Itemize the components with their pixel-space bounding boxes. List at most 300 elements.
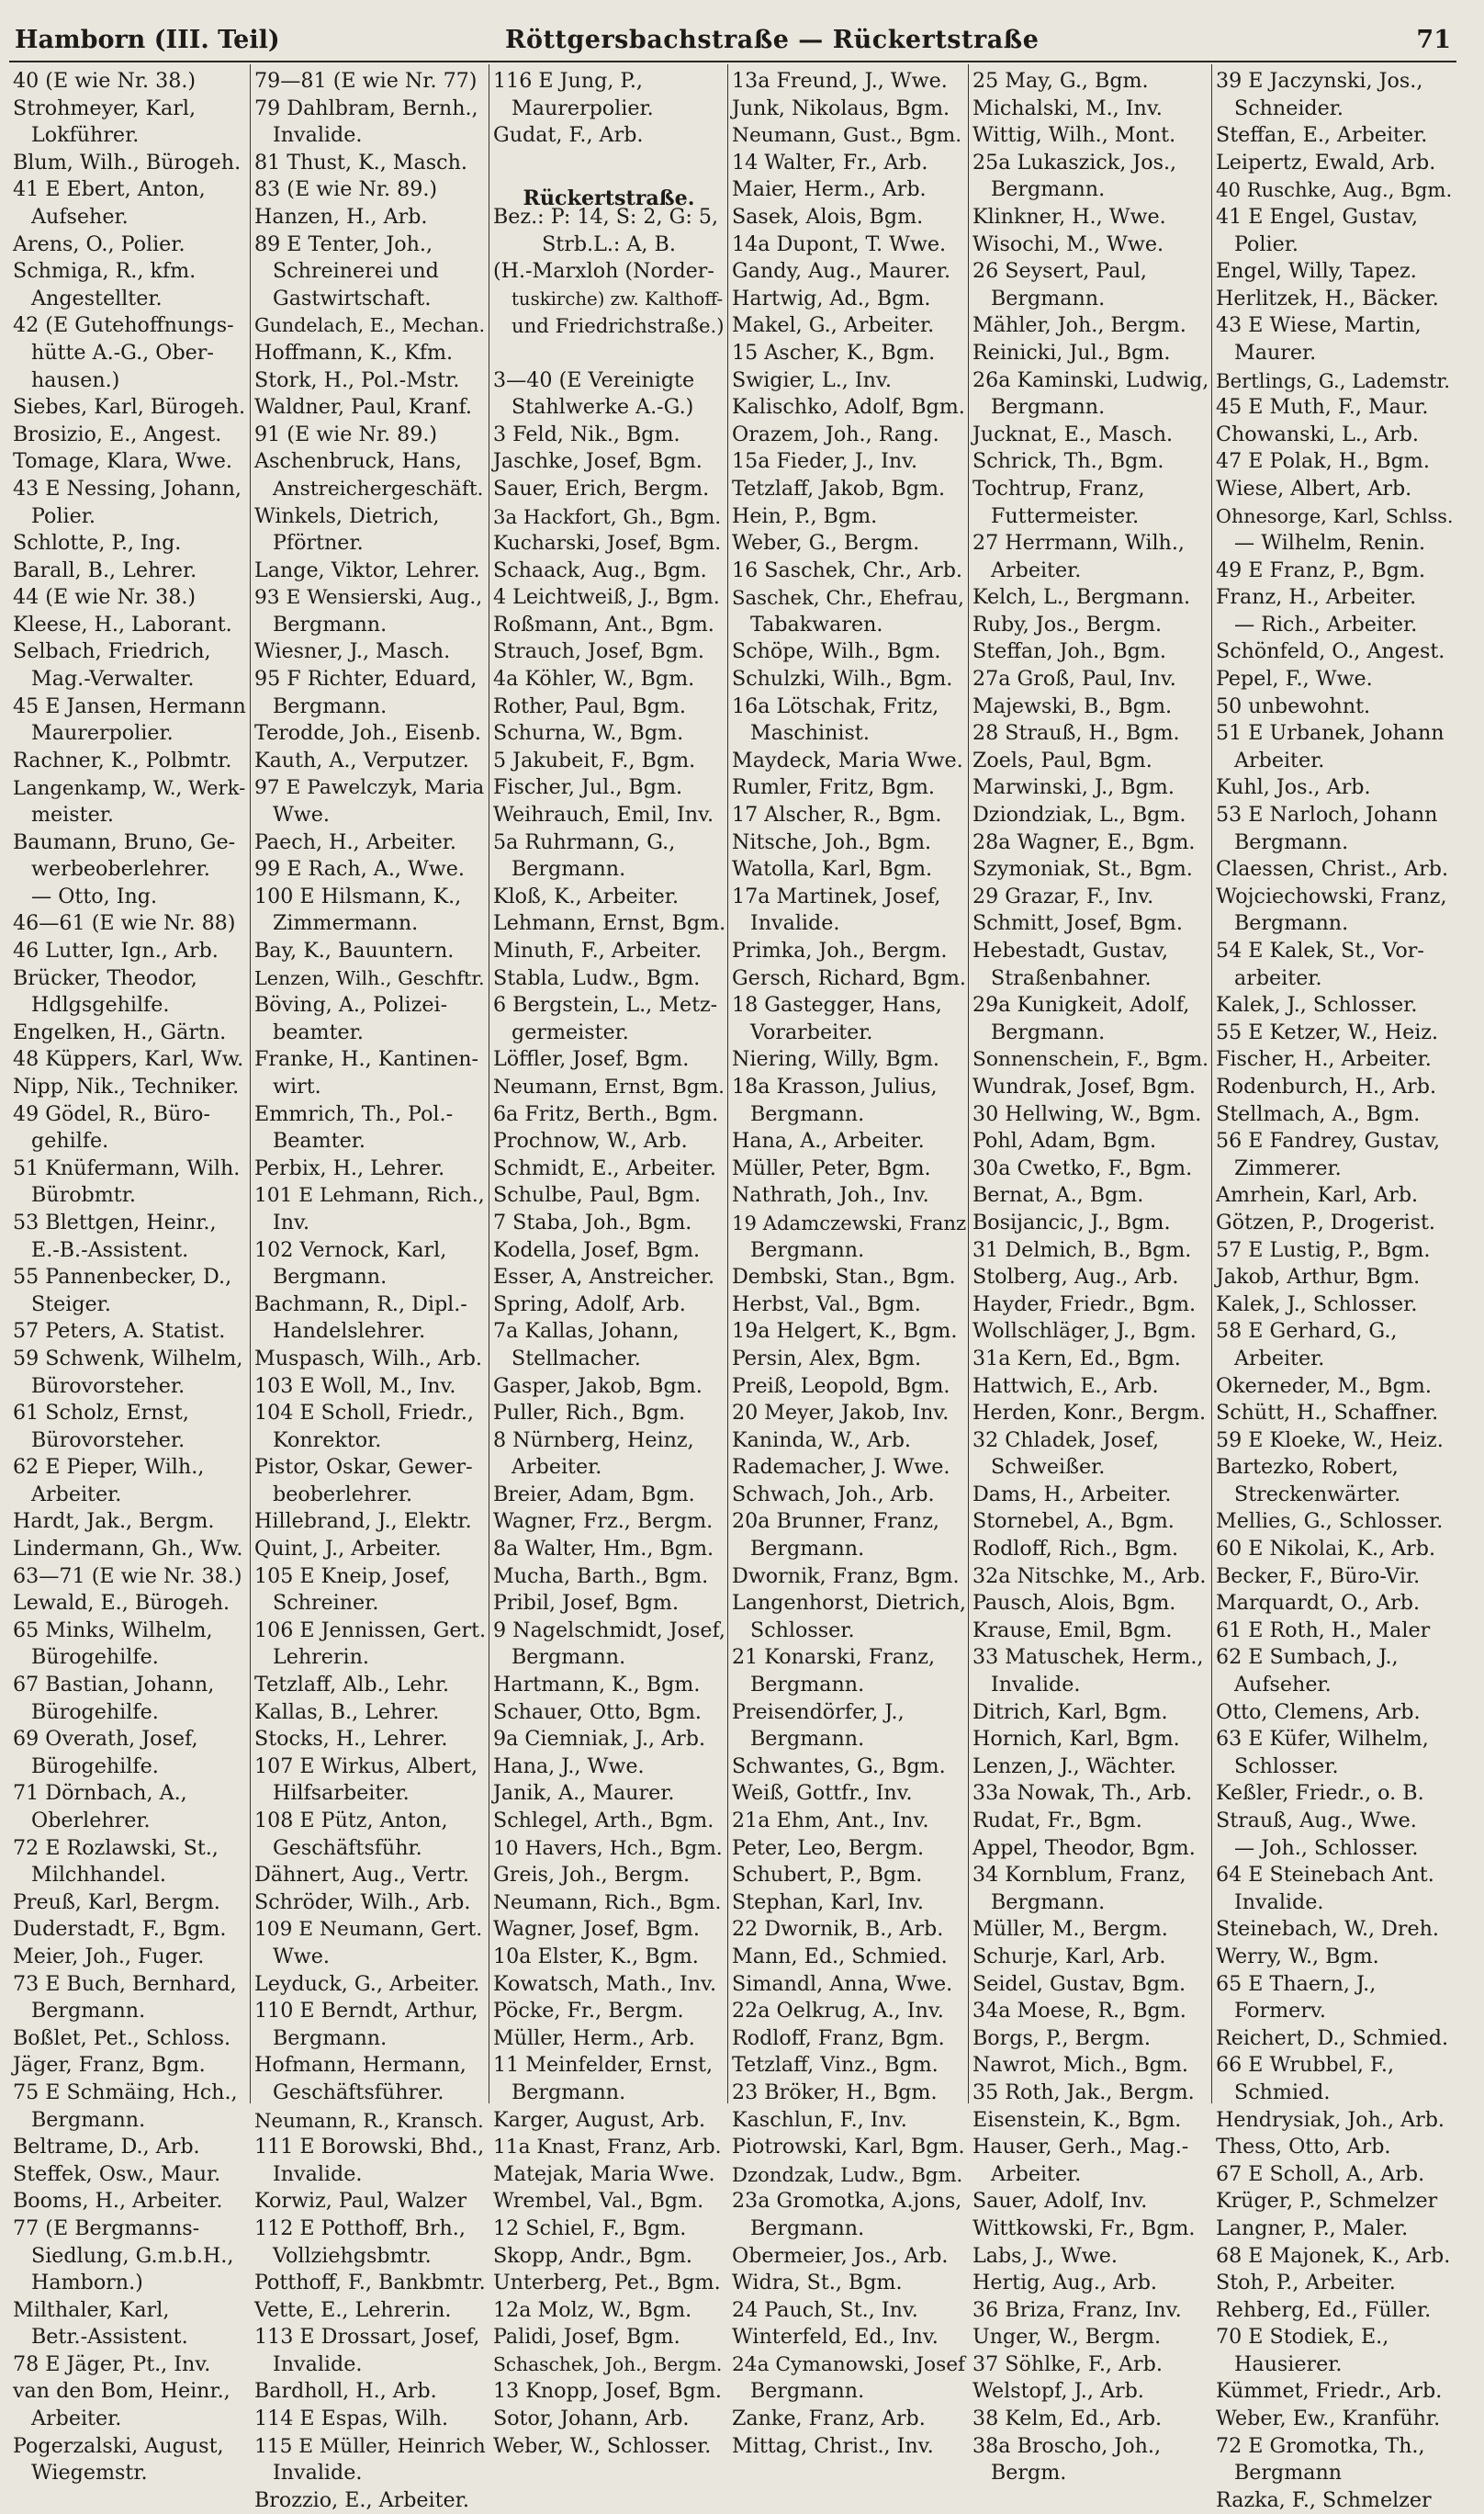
- directory-line: 105 E Kneip, Josef,: [254, 1563, 451, 1588]
- directory-line: Schlosser.: [750, 1618, 855, 1642]
- directory-line: Schmiga, R., kfm.: [13, 259, 197, 284]
- directory-line: 45 E Muth, F., Maur.: [1216, 395, 1429, 420]
- directory-line: Wiesner, J., Masch.: [254, 639, 451, 664]
- directory-line: — Otto, Ing.: [31, 884, 158, 908]
- directory-line: Kloß, K., Arbeiter.: [493, 884, 680, 908]
- directory-line: 24 Pauch, St., Inv.: [732, 2297, 918, 2322]
- directory-line: Kallas, B., Lehrer.: [254, 1699, 440, 1724]
- directory-line: beamter.: [273, 1020, 364, 1044]
- directory-line: Betr.-Assistent.: [31, 2325, 188, 2350]
- directory-line: Marwinski, J., Bgm.: [972, 775, 1175, 800]
- directory-line: wirt.: [273, 1074, 321, 1099]
- directory-line: Rother, Paul, Bgm.: [493, 693, 686, 718]
- directory-line: Gasper, Jakob, Bgm.: [493, 1373, 703, 1398]
- directory-line: Arbeiter.: [1234, 748, 1325, 772]
- directory-line: Bergmann.: [512, 857, 626, 882]
- directory-line: 16 Saschek, Chr., Arb.: [732, 558, 962, 582]
- directory-line: Welstopf, J., Arb.: [972, 2379, 1144, 2404]
- directory-line: Engel, Willy, Tapez.: [1216, 259, 1417, 284]
- directory-line: Kalek, J., Schlosser.: [1216, 993, 1418, 1018]
- directory-line: Bergmann.: [31, 2107, 146, 2132]
- directory-line: 4 Leichtweiß, J., Bgm.: [493, 585, 720, 610]
- directory-line: Beltrame, D., Arb.: [13, 2135, 200, 2159]
- directory-line: Nawrot, Mich., Bgm.: [972, 2053, 1188, 2078]
- directory-line: Reinicki, Jul., Bgm.: [972, 340, 1171, 365]
- directory-line: meister.: [31, 803, 114, 828]
- directory-line: Maurerpolier.: [31, 721, 174, 746]
- directory-line: 99 E Rach, A., Wwe.: [254, 857, 465, 882]
- directory-line: Winterfeld, Ed., Inv.: [732, 2325, 939, 2350]
- directory-line: Rodloff, Franz, Bgm.: [732, 2025, 945, 2050]
- directory-line: Vette, E., Lehrerin.: [254, 2297, 452, 2322]
- directory-line: 104 E Scholl, Friedr.,: [254, 1401, 474, 1426]
- directory-line: Kauth, A., Verputzer.: [254, 748, 469, 772]
- directory-line: Polier.: [31, 503, 96, 528]
- directory-line: arbeiter.: [1234, 965, 1322, 990]
- directory-line: Stornebel, A., Bgm.: [972, 1509, 1175, 1534]
- directory-line: Mellies, G., Schlosser.: [1216, 1509, 1444, 1534]
- directory-line: Siebes, Karl, Bürogeh.: [13, 395, 246, 420]
- directory-line: Bergmann.: [512, 2080, 626, 2104]
- directory-line: Sotor, Johann, Arb.: [493, 2407, 690, 2431]
- directory-line: Schönfeld, O., Angest.: [1216, 639, 1445, 664]
- directory-line: Rodloff, Rich., Bgm.: [972, 1537, 1179, 1561]
- directory-line: Ditrich, Karl, Bgm.: [972, 1699, 1168, 1724]
- directory-line: Bay, K., Bauuntern.: [254, 939, 455, 963]
- directory-line: Zimmerer.: [1234, 1156, 1342, 1180]
- directory-line: Ohnesorge, Karl, Schlss.: [1216, 504, 1454, 527]
- directory-line: Stephan, Karl, Inv.: [732, 1889, 924, 1914]
- directory-line: Bez.: P: 14, S: 2, G: 5,: [493, 204, 719, 229]
- directory-line: Muspasch, Wilh., Arb.: [254, 1346, 482, 1370]
- directory-line: 62 E Pieper, Wilh.,: [13, 1455, 205, 1480]
- directory-line: Schulzki, Wilh., Bgm.: [732, 667, 953, 692]
- directory-line: Klinkner, H., Wwe.: [972, 204, 1166, 229]
- directory-line: Dziondziak, L., Bgm.: [972, 803, 1186, 828]
- column-4: [727, 64, 968, 2458]
- directory-line: Lindermann, Gh., Ww.: [13, 1537, 243, 1561]
- directory-line: Arens, O., Polier.: [13, 231, 186, 256]
- directory-line: Jakob, Arthur, Bgm.: [1216, 1265, 1421, 1290]
- directory-line: Pribil, Josef, Bgm.: [493, 1591, 680, 1616]
- directory-line: Puller, Rich., Bgm.: [493, 1401, 686, 1426]
- directory-line: Brücker, Theodor,: [13, 965, 197, 990]
- directory-line: 3 Feld, Nik., Bgm.: [493, 422, 680, 446]
- directory-line: 33 Matuschek, Herm.,: [972, 1645, 1204, 1670]
- directory-line: 22a Oelkrug, A., Inv.: [732, 1999, 944, 2024]
- directory-line: Preisendörfer, J.,: [732, 1699, 905, 1724]
- directory-line: Bergmann.: [991, 395, 1106, 420]
- directory-line: Aufseher.: [1234, 1673, 1332, 1697]
- directory-line: Anstreichergeschäft.: [273, 477, 484, 501]
- directory-line: 91 (E wie Nr. 89.): [254, 422, 438, 446]
- directory-line: 55 Pannenbecker, D.,: [13, 1265, 232, 1290]
- directory-line: Handelslehrer.: [273, 1319, 426, 1344]
- directory-line: Spring, Adolf, Arb.: [493, 1291, 686, 1316]
- directory-line: Lehrerin.: [273, 1645, 369, 1670]
- directory-line: Chowanski, L., Arb.: [1216, 422, 1419, 446]
- directory-line: 51 E Urbanek, Johann: [1216, 721, 1445, 746]
- directory-line: 97 E Pawelczyk, Maria: [254, 776, 485, 800]
- directory-line: 5 Jakubeit, F., Bgm.: [493, 748, 696, 772]
- directory-line: Piotrowski, Karl, Bgm.: [732, 2135, 965, 2159]
- directory-line: Kaschlun, F., Inv.: [732, 2107, 907, 2132]
- directory-line: 19 Adamczewski, Franz: [732, 1211, 967, 1234]
- directory-line: Primka, Joh., Bergm.: [732, 939, 948, 963]
- directory-line: 23a Gromotka, A.jons,: [732, 2189, 962, 2214]
- columns-container: [9, 64, 1456, 2512]
- directory-line: Böving, A., Polizei-: [254, 993, 448, 1018]
- directory-line: Schulbe, Paul, Bgm.: [493, 1183, 701, 1208]
- directory-line: 31a Kern, Ed., Bgm.: [972, 1346, 1181, 1370]
- directory-line: 111 E Borowski, Bhd.,: [254, 2135, 485, 2159]
- directory-line: 79 Dahlbram, Bernh.,: [254, 96, 478, 120]
- directory-line: Bergmann.: [750, 1727, 865, 1752]
- directory-line: 32a Nitschke, M., Arb.: [972, 1563, 1207, 1588]
- directory-line: Wwe.: [273, 1944, 330, 1968]
- directory-line: Esser, A, Anstreicher.: [493, 1265, 715, 1290]
- directory-line: Makel, G., Arbeiter.: [732, 313, 935, 338]
- directory-line: Bertlings, G., Lademstr.: [1216, 368, 1451, 392]
- directory-line: Bergmann.: [750, 2215, 865, 2240]
- directory-line: Hdlgsgehilfe.: [31, 993, 170, 1018]
- directory-line: Schreinerei und: [273, 259, 439, 284]
- directory-line: Pogerzalski, August,: [13, 2433, 224, 2458]
- directory-line: Weihrauch, Emil, Inv.: [493, 803, 714, 828]
- directory-line: Kuhl, Jos., Arb.: [1216, 775, 1371, 800]
- directory-line: Unger, W., Bergm.: [972, 2325, 1162, 2350]
- directory-line: Werry, W., Bgm.: [1216, 1944, 1379, 1968]
- directory-line: Bürogehilfe.: [31, 1699, 159, 1724]
- directory-line: hütte A.-G., Ober-: [31, 340, 214, 365]
- directory-line: 46—61 (E wie Nr. 88): [13, 911, 236, 936]
- directory-line: Perbix, H., Lehrer.: [254, 1156, 445, 1180]
- directory-line: Fischer, H., Arbeiter.: [1216, 1047, 1432, 1072]
- directory-line: 41 E Engel, Gustav,: [1216, 204, 1419, 229]
- directory-line: Strauß, Aug., Wwe.: [1216, 1809, 1417, 1832]
- directory-line: 56 E Fandrey, Gustav,: [1216, 1129, 1441, 1154]
- directory-line: 113 E Drossart, Josef,: [254, 2325, 480, 2350]
- directory-line: Weber, W., Schlosser.: [493, 2433, 712, 2458]
- directory-line: Lewald, E., Bürogeh.: [13, 1591, 230, 1616]
- directory-line: 63—71 (E wie Nr. 38.): [13, 1563, 242, 1588]
- directory-line: 60 E Nikolai, K., Arb.: [1216, 1537, 1435, 1561]
- directory-line: Borgs, P., Bergm.: [972, 2025, 1151, 2050]
- directory-line: 20 Meyer, Jakob, Inv.: [732, 1401, 950, 1426]
- directory-line: 23 Bröker, H., Bgm.: [732, 2080, 938, 2104]
- directory-line: Tomage, Klara, Wwe.: [13, 449, 232, 474]
- directory-line: 6 Bergstein, L., Metz-: [493, 993, 718, 1018]
- directory-line: Saschek, Chr., Ehefrau,: [732, 586, 964, 610]
- directory-line: Kaninda, W., Arb.: [732, 1427, 911, 1452]
- directory-line: Michalski, M., Inv.: [972, 96, 1163, 120]
- directory-line: 68 E Majonek, K., Arb.: [1216, 2243, 1451, 2268]
- directory-line: Schreiner.: [273, 1591, 379, 1616]
- directory-line: 8 Nürnberg, Heinz,: [493, 1427, 694, 1452]
- directory-line: Schaschek, Joh., Bergm.: [493, 2352, 723, 2375]
- directory-line: 26 Seysert, Paul,: [972, 259, 1147, 284]
- directory-line: Janik, A., Maurer.: [493, 1781, 675, 1806]
- directory-line: Dwornik, Franz, Bgm.: [732, 1563, 960, 1588]
- directory-line: Weber, G., Bergm.: [732, 531, 920, 556]
- column-6: [1211, 64, 1456, 2512]
- directory-line: Angestellter.: [31, 286, 163, 310]
- directory-line: Jucknat, E., Masch.: [972, 422, 1174, 446]
- directory-line: 69 Overath, Josef,: [13, 1727, 198, 1752]
- directory-line: Niering, Willy, Bgm.: [732, 1047, 939, 1072]
- directory-line: Rudat, Fr., Bgm.: [972, 1809, 1142, 1832]
- directory-line: Wittkowski, Fr., Bgm.: [972, 2215, 1196, 2240]
- directory-line: 58 E Gerhard, G.,: [1216, 1319, 1398, 1344]
- directory-line: Müller, Peter, Bgm.: [732, 1156, 931, 1180]
- directory-line: Invalide.: [273, 123, 363, 148]
- directory-line: Formerv.: [1234, 1999, 1326, 2024]
- directory-line: Persin, Alex, Bgm.: [732, 1346, 922, 1370]
- directory-line: 5a Ruhrmann, G.,: [493, 829, 676, 854]
- directory-line: Widra, St., Bgm.: [732, 2271, 903, 2295]
- directory-line: 17 Alscher, R., Bgm.: [732, 803, 942, 828]
- directory-line: Invalide.: [273, 2351, 363, 2376]
- directory-line: Wrembel, Val., Bgm.: [493, 2189, 704, 2214]
- directory-line: Milthaler, Karl,: [13, 2297, 170, 2322]
- directory-line: Szymoniak, St., Bgm.: [972, 857, 1193, 882]
- directory-line: Schlotte, P., Ing.: [13, 531, 182, 556]
- directory-line: Steiger.: [31, 1291, 111, 1316]
- directory-line: Leipertz, Ewald, Arb.: [1216, 150, 1436, 175]
- directory-line: Milchhandel.: [31, 1863, 166, 1888]
- directory-line: Bergmann.: [750, 1101, 865, 1126]
- directory-line: 53 E Narloch, Johann: [1216, 803, 1438, 828]
- directory-line: 70 E Stodiek, E.,: [1216, 2325, 1389, 2350]
- directory-line: Hoffmann, K., Kfm.: [254, 340, 454, 365]
- directory-line: 62 E Sumbach, J.,: [1216, 1645, 1399, 1670]
- directory-line: Müller, M., Bergm.: [972, 1917, 1168, 1942]
- directory-line: 25a Lukaszick, Jos.,: [972, 150, 1177, 175]
- directory-line: 64 E Steinebach Ant.: [1216, 1863, 1434, 1888]
- directory-line: Wwe.: [273, 803, 330, 828]
- directory-line: 13 Knopp, Josef, Bgm.: [493, 2379, 722, 2404]
- directory-line: Lokführer.: [31, 123, 140, 148]
- directory-line: Gandy, Aug., Maurer.: [732, 259, 951, 284]
- directory-line: Zoels, Paul, Bgm.: [972, 748, 1152, 772]
- directory-line: 107 E Wirkus, Albert,: [254, 1753, 478, 1778]
- directory-line: Invalide.: [1234, 1889, 1324, 1914]
- directory-line: 79—81 (E wie Nr. 77): [254, 69, 478, 93]
- directory-line: Strb.L.: A, B.: [542, 231, 676, 256]
- directory-line: Schröder, Wilh., Arb.: [254, 1889, 471, 1914]
- directory-line: Emmrich, Th., Pol.-: [254, 1101, 454, 1126]
- directory-line: Selbach, Friedrich,: [13, 639, 211, 664]
- directory-line: Jäger, Franz, Bgm.: [13, 2053, 206, 2078]
- directory-line: Labs, J., Wwe.: [972, 2243, 1118, 2268]
- directory-line: 48 Küppers, Karl, Ww.: [13, 1047, 244, 1072]
- directory-line: Arbeiter.: [31, 2407, 122, 2431]
- directory-line: Hein, P., Bgm.: [732, 503, 878, 528]
- directory-line: Strauch, Josef, Bgm.: [493, 639, 704, 664]
- directory-line: Matejak, Maria Wwe.: [493, 2161, 715, 2186]
- directory-line: Bergmann.: [273, 612, 388, 637]
- directory-line: Bürogehilfe.: [31, 1753, 159, 1778]
- directory-line: Geschäftsführ.: [273, 1835, 422, 1860]
- directory-line: Sauer, Adolf, Inv.: [972, 2189, 1148, 2214]
- directory-line: Arbeiter.: [991, 2161, 1082, 2186]
- directory-line: Invalide.: [750, 911, 840, 936]
- directory-line: Bergmann.: [750, 1673, 865, 1697]
- directory-line: Bergmann.: [31, 1999, 146, 2024]
- directory-line: Rumler, Fritz, Bgm.: [732, 775, 935, 800]
- directory-line: Vollziehgsbmtr.: [273, 2243, 432, 2268]
- directory-line: Arbeiter.: [512, 1455, 602, 1480]
- directory-line: Rodenburch, H., Arb.: [1216, 1074, 1436, 1099]
- directory-line: 34a Moese, R., Bgm.: [972, 1999, 1186, 2024]
- directory-line: 103 E Woll, M., Inv.: [254, 1373, 456, 1398]
- directory-line: Bergmann.: [273, 1265, 388, 1290]
- directory-line: Mag.-Verwalter.: [31, 667, 195, 692]
- directory-line: Herbst, Val., Bgm.: [732, 1291, 921, 1316]
- directory-line: Siedlung, G.m.b.H.,: [31, 2243, 234, 2268]
- directory-line: Wojciechowski, Franz,: [1216, 884, 1447, 908]
- directory-line: Schütt, H., Schaffner.: [1216, 1401, 1439, 1426]
- directory-line: Greis, Joh., Bergm.: [493, 1863, 691, 1888]
- header-district: Hamborn (III. Teil): [15, 26, 280, 54]
- directory-line: Inv.: [273, 1210, 310, 1234]
- directory-line: 38 Kelm, Ed., Arb.: [972, 2407, 1163, 2431]
- directory-line: 45 E Jansen, Hermann: [13, 693, 246, 718]
- directory-line: Majewski, B., Bgm.: [972, 693, 1173, 718]
- directory-line: — Rich., Arbeiter.: [1234, 612, 1418, 637]
- directory-line: Hillebrand, J., Elektr.: [254, 1509, 472, 1534]
- directory-line: Maurer.: [1234, 340, 1317, 365]
- directory-line: Hornich, Karl, Bgm.: [972, 1727, 1180, 1752]
- directory-line: Lange, Viktor, Lehrer.: [254, 558, 480, 582]
- directory-line: Orazem, Joh., Rang.: [732, 422, 939, 446]
- directory-line: Kelch, L., Bergmann.: [972, 585, 1191, 610]
- directory-line: 33a Nowak, Th., Arb.: [972, 1781, 1193, 1806]
- directory-line: 21 Konarski, Franz,: [732, 1645, 936, 1670]
- directory-line: Bergm.: [991, 2461, 1067, 2486]
- directory-line: Zimmermann.: [273, 911, 419, 936]
- directory-line: Prochnow, W., Arb.: [493, 1129, 688, 1154]
- column-2: [250, 64, 489, 2512]
- directory-line: [493, 340, 725, 367]
- directory-line: Minuth, F., Arbeiter.: [493, 939, 703, 963]
- directory-line: Weber, Ew., Kranführ.: [1216, 2407, 1441, 2431]
- directory-line: Lehmann, Ernst, Bgm.: [493, 911, 726, 936]
- directory-line: Pöcke, Fr., Bergm.: [493, 1999, 684, 2024]
- directory-line: Kalek, J., Schlosser.: [1216, 1291, 1418, 1316]
- directory-line: Bürovorsteher.: [31, 1427, 186, 1452]
- directory-line: 30a Cwetko, F., Bgm.: [972, 1156, 1193, 1180]
- directory-line: 40 Ruschke, Aug., Bgm.: [1216, 178, 1453, 202]
- directory-line: Arbeiter.: [1234, 1346, 1325, 1370]
- directory-line: Brozzio, E., Arbeiter.: [254, 2487, 469, 2512]
- directory-line: Hattwich, E., Arb.: [972, 1373, 1159, 1398]
- directory-line: 8a Walter, Hm., Bgm.: [493, 1537, 714, 1561]
- directory-line: 59 Schwenk, Wilhelm,: [13, 1346, 243, 1370]
- directory-line: 27 Herrmann, Wilh.,: [972, 531, 1185, 556]
- directory-line: Arbeiter.: [991, 558, 1082, 582]
- directory-line: Barall, B., Lehrer.: [13, 558, 197, 582]
- directory-line: Polier.: [1234, 231, 1298, 256]
- directory-line: 72 E Rozlawski, St.,: [13, 1835, 219, 1860]
- directory-line: 83 (E wie Nr. 89.): [254, 177, 438, 202]
- directory-line: 14a Dupont, T. Wwe.: [732, 231, 947, 256]
- directory-line: Hamborn.): [31, 2271, 143, 2295]
- directory-line: 28a Wagner, E., Bgm.: [972, 829, 1196, 854]
- directory-line: Hartwig, Ad., Bgm.: [732, 286, 931, 310]
- directory-line: Boßlet, Pet., Schloss.: [13, 2025, 231, 2050]
- directory-line: 93 E Wensierski, Aug.,: [254, 586, 483, 610]
- directory-line: Hana, J., Wwe.: [493, 1753, 645, 1778]
- directory-line: Schrick, Th., Bgm.: [972, 449, 1164, 474]
- directory-line: [493, 150, 725, 177]
- directory-line: Breier, Adam, Bgm.: [493, 1482, 695, 1506]
- directory-line: Wagner, Josef, Bgm.: [493, 1917, 700, 1942]
- directory-line: hausen.): [31, 367, 120, 392]
- directory-line: 11 Meinfelder, Ernst,: [493, 2053, 714, 2078]
- directory-line: 63 E Küfer, Wilhelm,: [1216, 1727, 1429, 1752]
- directory-line: Schlegel, Arth., Bgm.: [493, 1809, 714, 1832]
- directory-line: Steffan, E., Arbeiter.: [1216, 123, 1428, 148]
- directory-line: 89 E Tenter, Joh.,: [254, 231, 433, 256]
- directory-line: werbeoberlehrer.: [31, 857, 210, 882]
- directory-line: 30 Hellwing, W., Bgm.: [972, 1101, 1202, 1126]
- directory-line: Wollschläger, J., Bgm.: [972, 1319, 1197, 1344]
- directory-line: 67 Bastian, Johann,: [13, 1673, 215, 1697]
- directory-line: 100 E Hilsmann, K.,: [254, 884, 462, 908]
- directory-line: Stabla, Ludw., Bgm.: [493, 965, 701, 990]
- directory-line: 18a Krasson, Julius,: [732, 1074, 938, 1099]
- directory-line: Stahlwerke A.-G.): [512, 395, 694, 420]
- directory-line: Winkels, Dietrich,: [254, 503, 440, 528]
- directory-line: 44 (E wie Nr. 38.): [13, 585, 197, 610]
- directory-line: 15 Ascher, K., Bgm.: [732, 340, 936, 365]
- directory-line: 95 F Richter, Eduard,: [254, 667, 478, 692]
- directory-line: Steffan, Joh., Bgm.: [972, 639, 1166, 664]
- directory-line: — Joh., Schlosser.: [1234, 1835, 1419, 1860]
- directory-line: Hofmann, Hermann,: [254, 2053, 467, 2078]
- directory-line: Müller, Herm., Arb.: [493, 2025, 695, 2050]
- directory-line: 42 (E Gutehoffnungs-: [13, 313, 234, 338]
- directory-line: (H.-Marxloh (Norder-: [493, 259, 714, 284]
- directory-line: Roßmann, Ant., Bgm.: [493, 612, 714, 637]
- directory-line: Sasek, Alois, Bgm.: [732, 204, 924, 229]
- directory-line: Schmied.: [1234, 2080, 1331, 2104]
- directory-line: Hardt, Jak., Bergm.: [13, 1509, 215, 1534]
- directory-line: 54 E Kalek, St., Vor-: [1216, 939, 1424, 963]
- directory-line: 53 Blettgen, Heinr.,: [13, 1210, 217, 1234]
- directory-line: Nathrath, Joh., Inv.: [732, 1183, 929, 1208]
- directory-line: Krause, Emil, Bgm.: [972, 1618, 1173, 1642]
- directory-line: Neumann, Gust., Bgm.: [732, 124, 962, 148]
- directory-line: Streckenwärter.: [1234, 1482, 1401, 1506]
- directory-line: Kodella, Josef, Bgm.: [493, 1237, 701, 1262]
- directory-line: 72 E Gromotka, Th.,: [1216, 2433, 1425, 2458]
- directory-line: Wisochi, M., Wwe.: [972, 231, 1164, 256]
- directory-line: Oberlehrer.: [31, 1809, 151, 1832]
- directory-line: 32 Chladek, Josef,: [972, 1427, 1160, 1452]
- directory-line: Franz, H., Arbeiter.: [1216, 585, 1417, 610]
- directory-line: 112 E Potthoff, Brh.,: [254, 2215, 466, 2240]
- directory-line: Meier, Joh., Fuger.: [13, 1944, 205, 1968]
- directory-line: Maier, Herm., Arb.: [732, 177, 927, 202]
- directory-line: 26a Kaminski, Ludwig,: [972, 367, 1209, 392]
- directory-line: 17a Martinek, Josef,: [732, 884, 941, 908]
- directory-line: 7a Kallas, Johann,: [493, 1319, 680, 1344]
- directory-line: Vorarbeiter.: [750, 1020, 873, 1044]
- directory-line: Maschinist.: [750, 721, 870, 746]
- directory-line: Wagner, Frz., Bergm.: [493, 1509, 714, 1534]
